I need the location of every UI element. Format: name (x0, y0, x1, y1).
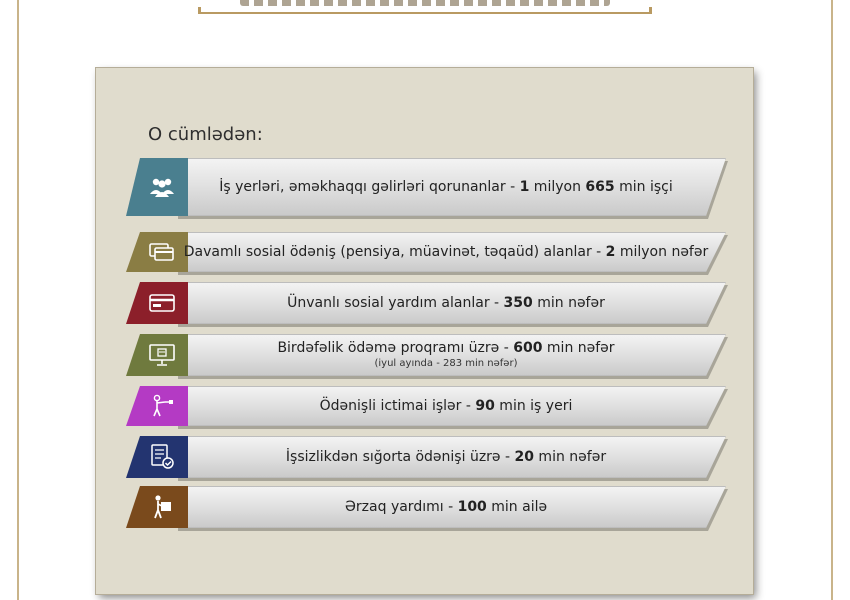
row-tab (126, 232, 188, 272)
cropped-title (200, 0, 650, 10)
stat-row-jobs-protected (126, 158, 726, 216)
stat-row-targeted-assistance (126, 282, 726, 324)
row-label: Ödənişli ictimai işlər - 90 min iş yeri (319, 397, 573, 414)
frame-left-border (17, 0, 19, 600)
monitor-icon (149, 344, 175, 366)
row-tab (126, 282, 188, 324)
row-label: Ünvanlı sosial yardım alanlar - 350 min nəfər (287, 294, 605, 311)
stat-row-public-works (126, 386, 726, 426)
stat-row-food-aid (126, 486, 726, 528)
credit-card-icon (149, 294, 175, 312)
intro-heading: O cümlədən: (148, 124, 263, 145)
row-tab (126, 386, 188, 426)
row-label: Davamlı sosial ödəniş (pensiya, müavinət, təqaüd) alanlar - 2 milyon nəfər (183, 243, 709, 260)
row-sublabel: (iyul ayında - 283 min nəfər) (374, 358, 518, 370)
frame-right-border (831, 0, 833, 600)
worker-icon (149, 394, 175, 418)
row-label: İş yerləri, əməkhaqqı gəlirləri qorunanlar - 1 milyon 665 min işçi (219, 178, 673, 195)
row-label: İşsizlikdən sığorta ödənişi üzrə - 20 min nəfər (285, 448, 607, 465)
stat-row-social-payments (126, 232, 726, 272)
title-underline (198, 12, 652, 14)
row-tab (126, 334, 188, 376)
document-check-icon (150, 444, 174, 470)
row-tab (126, 486, 188, 528)
row-tab (126, 158, 188, 216)
cards-icon (149, 242, 175, 262)
row-label: Birdəfəlik ödəmə proqramı üzrə - 600 min nəfər (iyul ayında - 283 min nəfər) (277, 339, 615, 370)
people-icon (148, 176, 176, 198)
stat-row-one-time-payment (126, 334, 726, 376)
stat-row-unemployment-insurance (126, 436, 726, 478)
box-carry-icon (150, 494, 174, 520)
row-tab (126, 436, 188, 478)
row-label: Ərzaq yardımı - 100 min ailə (344, 498, 548, 515)
